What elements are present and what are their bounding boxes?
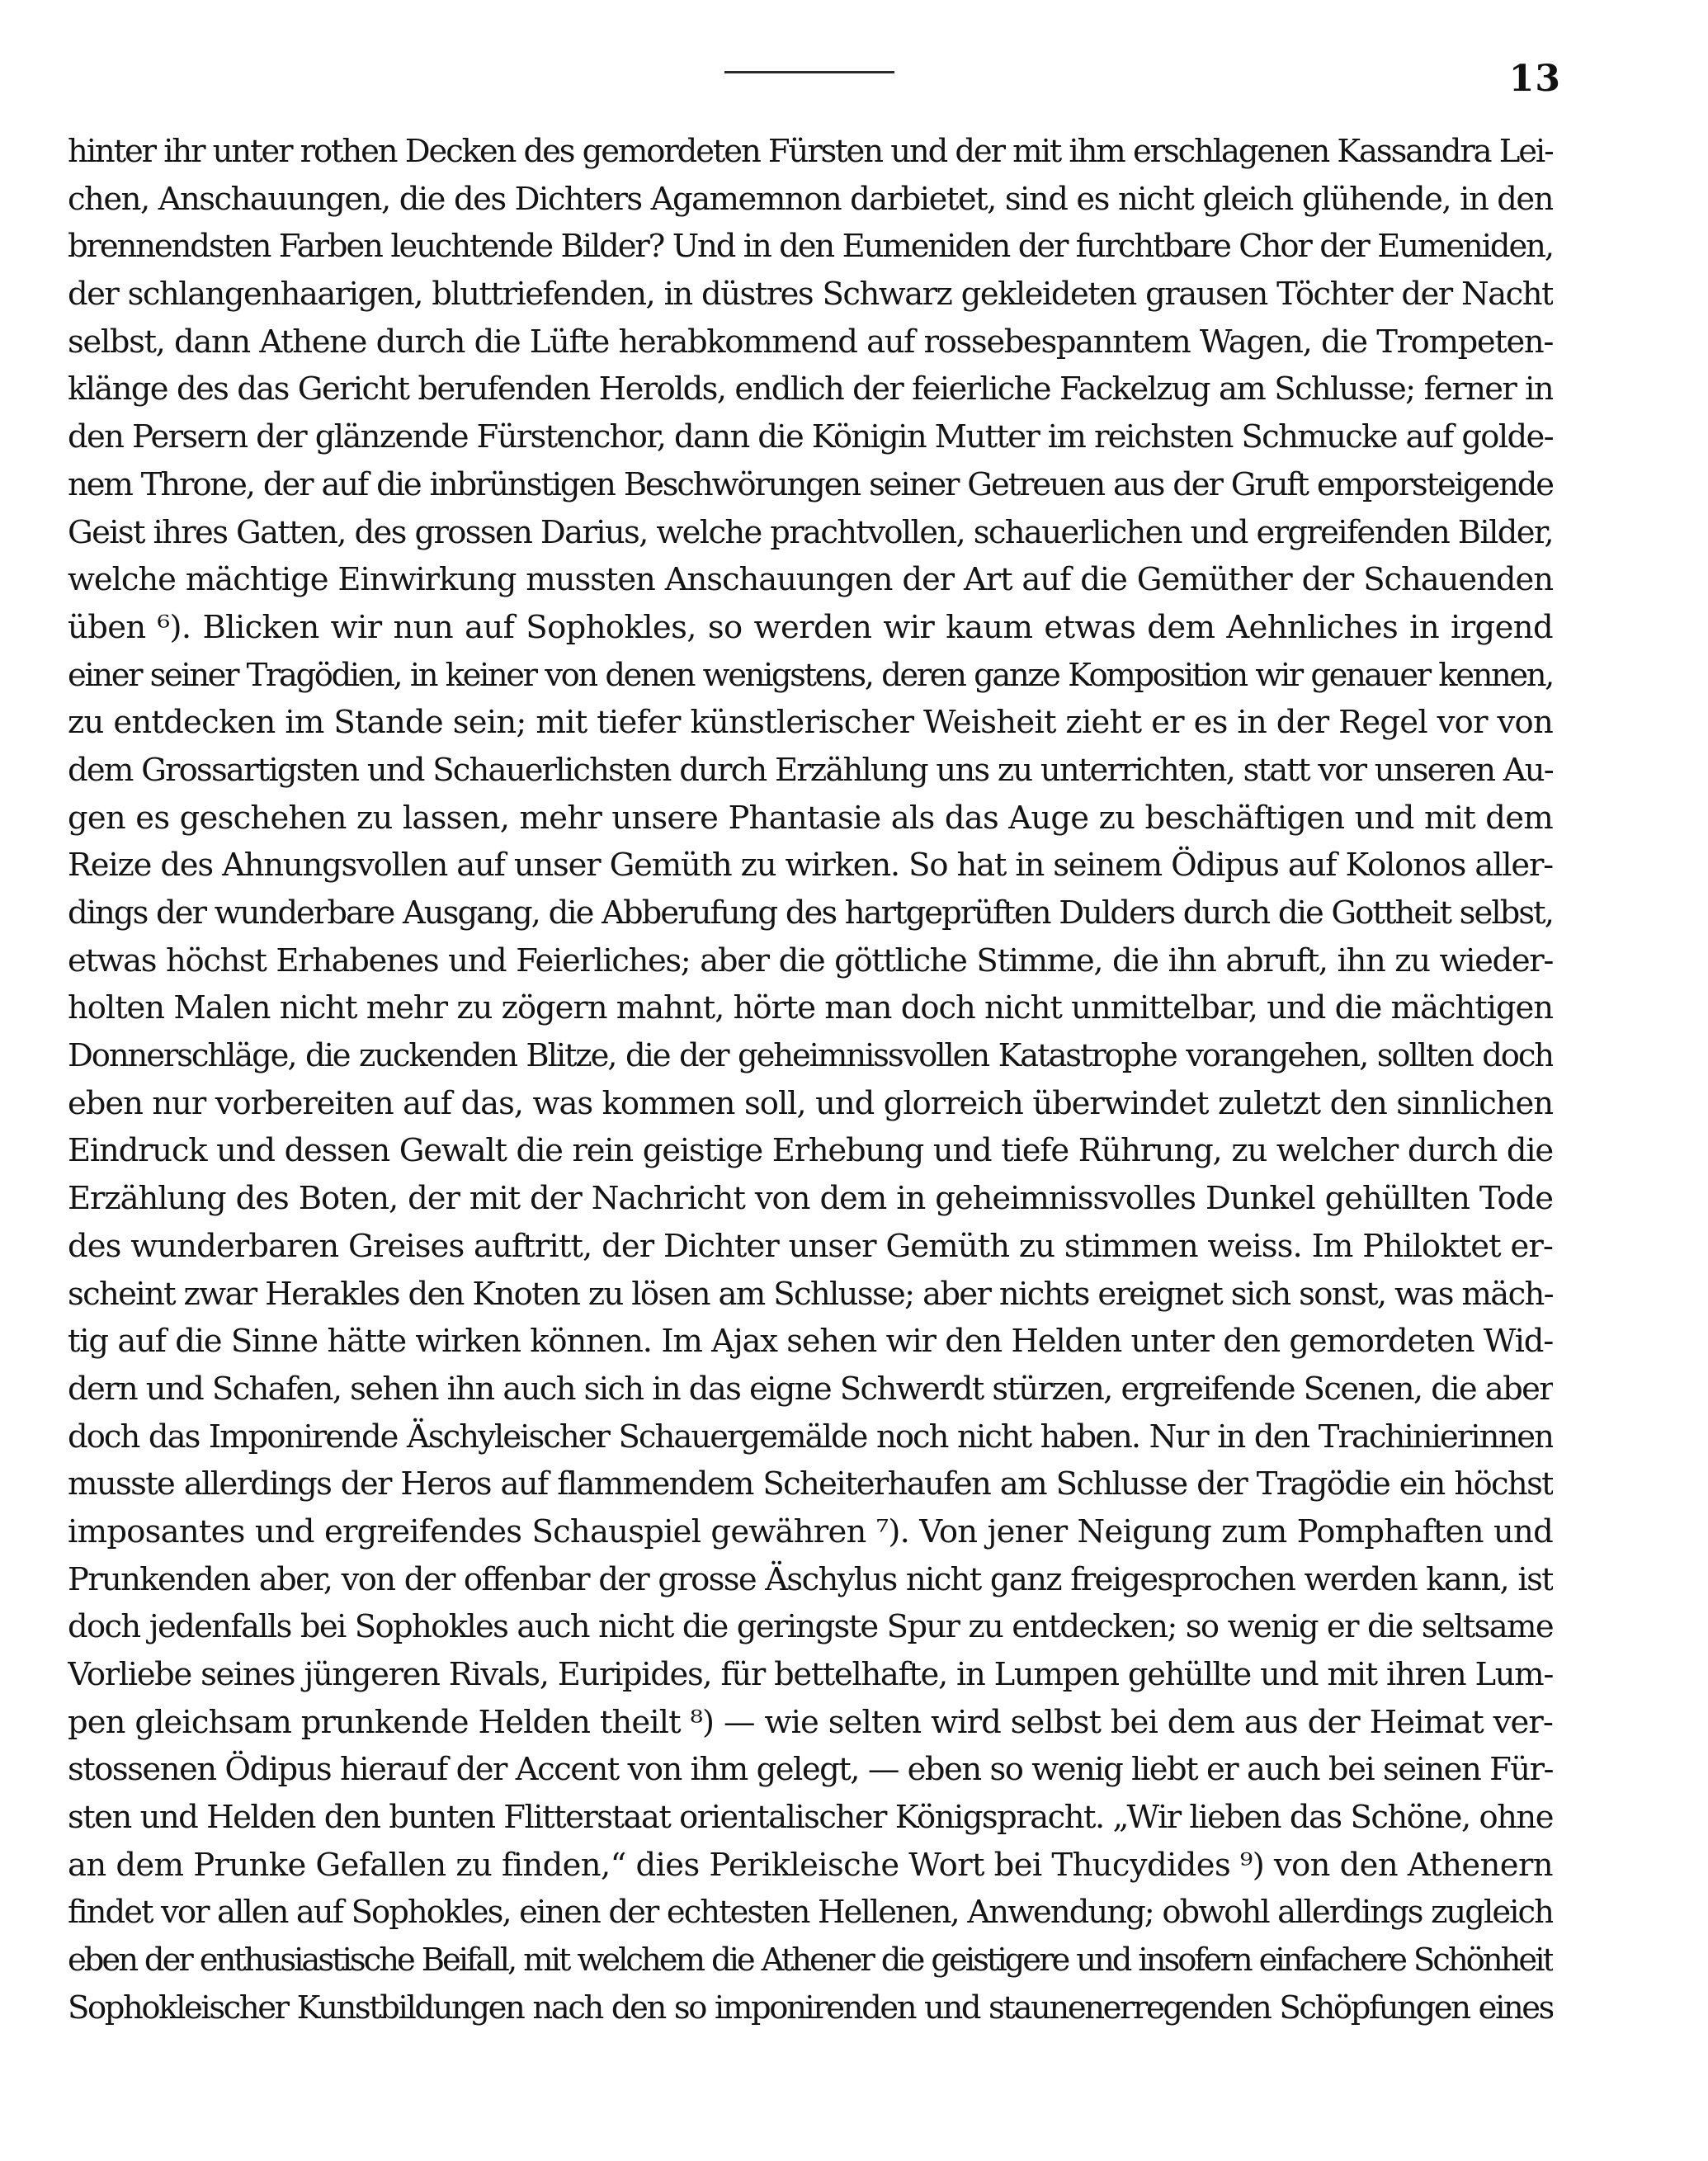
text-line: nem Throne, der auf die inbrünstigen Beschwörungen seiner Getreuen aus der Gruft emporsteigende [68, 465, 1553, 503]
body-text [68, 128, 1553, 2032]
text-line: einer seiner Tragödien, in keiner von denen wenigstens, deren ganze Komposition wir genauer kennen, [68, 656, 1553, 694]
text-line: den Persern der glänzende Fürstenchor, dann die Königin Mutter im reichsten Schmucke auf golde- [68, 418, 1553, 456]
text-line: an dem Prunke Gefallen zu finden,“ dies Perikleische Wort bei Thucydides ⁹) von den Athenern [68, 1846, 1553, 1884]
text-line: etwas höchst Erhabenes und Feierliches; aber die göttliche Stimme, die ihn abruft, ihn zu wieder- [68, 941, 1553, 979]
text-line: Sophokleischer Kunstbildungen nach den so imponirenden und staunenerregenden Schöpfungen eines [68, 1989, 1553, 2027]
text-line: Erzählung des Boten, der mit der Nachricht von dem in geheimnissvolles Dunkel gehüllten Tode [68, 1180, 1553, 1218]
text-line: Geist ihres Gatten, des grossen Darius, welche prachtvollen, schauerlichen und ergreifenden Bilder, [68, 513, 1553, 551]
text-line: klänge des das Gericht berufenden Herolds, endlich der feierliche Fackelzug am Schlusse; ferner in [68, 370, 1553, 408]
text-line: Reize des Ahnungsvollen auf unser Gemüth zu wirken. So hat in seinem Ödipus auf Kolonos aller- [68, 847, 1553, 885]
text-line: eben nur vorbereiten auf das, was kommen soll, und glorreich überwindet zuletzt den sinnlichen [68, 1084, 1553, 1122]
text-line: Eindruck und dessen Gewalt die rein geistige Erhebung und tiefe Rührung, zu welcher durch die [68, 1132, 1553, 1170]
text-line: der schlangenhaarigen, bluttriefenden, in düstres Schwarz gekleideten grausen Töchter der Nacht [68, 276, 1553, 314]
text-line: Vorliebe seines jüngeren Rivals, Euripides, für bettelhafte, in Lumpen gehüllte und mit ihren Lum- [68, 1656, 1553, 1693]
text-line: eben der enthusiastische Beifall, mit welchem die Athener die geistigere und insofern einfachere Schönheit [68, 1942, 1553, 1979]
text-line: zu entdecken im Stande sein; mit tiefer künstlerischer Weisheit zieht er es in der Regel vor von [68, 704, 1553, 742]
text-line: Donnerschläge, die zuckenden Blitze, die der geheimnissvollen Katastrophe vorangehen, sollten doch [68, 1037, 1553, 1075]
text-line: welche mächtige Einwirkung mussten Anschauungen der Art auf die Gemüther der Schauenden [68, 561, 1553, 599]
text-line: selbst, dann Athene durch die Lüfte herabkommend auf rossebespanntem Wagen, die Trompeten- [68, 323, 1553, 361]
text-line: brennendsten Farben leuchtende Bilder? Und in den Eumeniden der furchtbare Chor der Eumeniden, [68, 228, 1553, 266]
text-line: musste allerdings der Heros auf flammendem Scheiterhaufen am Schlusse der Tragödie ein höchst [68, 1465, 1553, 1503]
text-line: üben ⁶). Blicken wir nun auf Sophokles, so werden wir kaum etwas dem Aehnliches in irgend [68, 608, 1553, 646]
text-line: tig auf die Sinne hätte wirken können. Im Ajax sehen wir den Helden unter den gemordeten Wid- [68, 1323, 1553, 1361]
text-line: Prunkenden aber, von der offenbar der grosse Äschylus nicht ganz freigesprochen werden kann, ist [68, 1560, 1553, 1598]
text-line: stossenen Ödipus hierauf der Accent von ihm gelegt, — eben so wenig liebt er auch bei seinen Für- [68, 1751, 1553, 1789]
text-line: chen, Anschauungen, die des Dichters Agamemnon darbietet, sind es nicht gleich glühende, in den [68, 180, 1553, 218]
text-line: doch das Imponirende Äschyleischer Schauergemälde noch nicht haben. Nur in den Trachinierinnen [68, 1418, 1553, 1456]
header-rule [724, 71, 894, 73]
text-line: hinter ihr unter rothen Decken des gemordeten Fürsten und der mit ihm erschlagenen Kassandra Lei- [68, 133, 1553, 170]
text-line: des wunderbaren Greises auftritt, der Dichter unser Gemüth zu stimmen weiss. Im Philoktet er- [68, 1227, 1553, 1265]
text-line: holten Malen nicht mehr zu zögern mahnt, hörte man doch nicht unmittelbar, und die mächtigen [68, 989, 1553, 1027]
page-number: 13 [1508, 58, 1561, 100]
text-line: sten und Helden den bunten Flitterstaat orientalischer Königspracht. „Wir lieben das Schöne, ohne [68, 1799, 1553, 1837]
text-line: pen gleichsam prunkende Helden theilt ⁸) — wie selten wird selbst bei dem aus der Heimat ver- [68, 1703, 1553, 1741]
text-line: gen es geschehen zu lassen, mehr unsere Phantasie als das Auge zu beschäftigen und mit dem [68, 799, 1553, 837]
text-line: findet vor allen auf Sophokles, einen der echtesten Hellenen, Anwendung; obwohl allerdings zugleich [68, 1894, 1553, 1932]
text-line: doch jedenfalls bei Sophokles auch nicht die geringste Spur zu entdecken; so wenig er die seltsame [68, 1608, 1553, 1646]
text-line: dings der wunderbare Ausgang, die Abberufung des hartgeprüften Dulders durch die Gottheit selbst, [68, 894, 1553, 932]
text-line: dem Grossartigsten und Schauerlichsten durch Erzählung uns zu unterrichten, statt vor unseren Au- [68, 751, 1553, 789]
text-line: imposantes und ergreifendes Schauspiel gewähren ⁷). Von jener Neigung zum Pomphaften und [68, 1512, 1553, 1550]
text-line: dern und Schafen, sehen ihn auch sich in das eigne Schwerdt stürzen, ergreifende Scenen, die aber [68, 1370, 1553, 1408]
text-line: scheint zwar Herakles den Knoten zu lösen am Schlusse; aber nichts ereignet sich sonst, was mäch- [68, 1275, 1553, 1313]
